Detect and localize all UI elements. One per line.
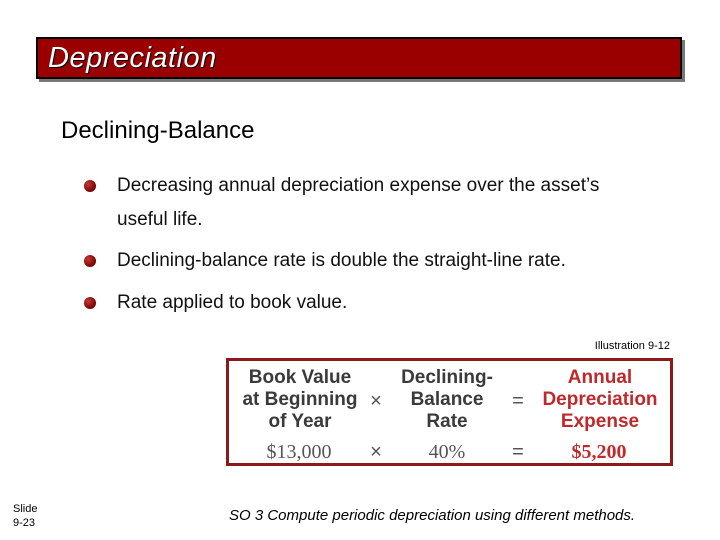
bullet-icon <box>84 255 96 267</box>
col1-header-line2: at Beginning <box>242 389 358 410</box>
study-objective: SO 3 Compute periodic depreciation using different methods. <box>229 507 636 524</box>
slide-number <box>13 502 37 530</box>
book-value-amount: $13,000 <box>266 441 332 463</box>
col3-header-line3: Expense <box>560 411 640 432</box>
col2-header-line2: Balance <box>410 389 484 410</box>
page-title: Depreciation <box>48 42 217 74</box>
formula-illustration <box>226 358 673 466</box>
col2-header-line1: Declining- <box>401 367 493 388</box>
slide-label-text: Slide <box>13 503 38 515</box>
rate-value: 40% <box>428 441 466 463</box>
bullet-icon <box>84 297 96 309</box>
equals-symbol: = <box>512 441 524 463</box>
equals-symbol: = <box>512 390 524 412</box>
section-heading: Declining-Balance <box>61 117 255 144</box>
col1-header <box>233 367 367 433</box>
bullet-line: useful life. <box>117 209 203 230</box>
multiply-symbol: × <box>370 390 382 412</box>
col2-header-line3: Rate <box>426 411 468 432</box>
col3-header-line2: Depreciation <box>542 389 658 410</box>
slide-number-text: 9-23 <box>13 517 36 529</box>
multiply-symbol: × <box>370 441 382 463</box>
col3-header <box>529 367 671 433</box>
col2-header <box>387 367 507 433</box>
col1-header-line1: Book Value <box>248 367 352 388</box>
bullet-icon <box>84 180 96 192</box>
bullet-text-1 <box>117 169 697 237</box>
bullet-line: Decreasing annual depreciation expense over the asset’s <box>117 175 600 196</box>
title-banner <box>36 37 682 79</box>
col3-header-line1: Annual <box>567 367 633 388</box>
col1-header-line3: of Year <box>268 411 332 432</box>
bullet-text-2: Declining-balance rate is double the straight-line rate. <box>117 250 566 271</box>
illustration-label: Illustration 9-12 <box>594 340 670 352</box>
bullet-text-3: Rate applied to book value. <box>117 292 348 313</box>
depreciation-expense-amount: $5,200 <box>571 441 627 463</box>
